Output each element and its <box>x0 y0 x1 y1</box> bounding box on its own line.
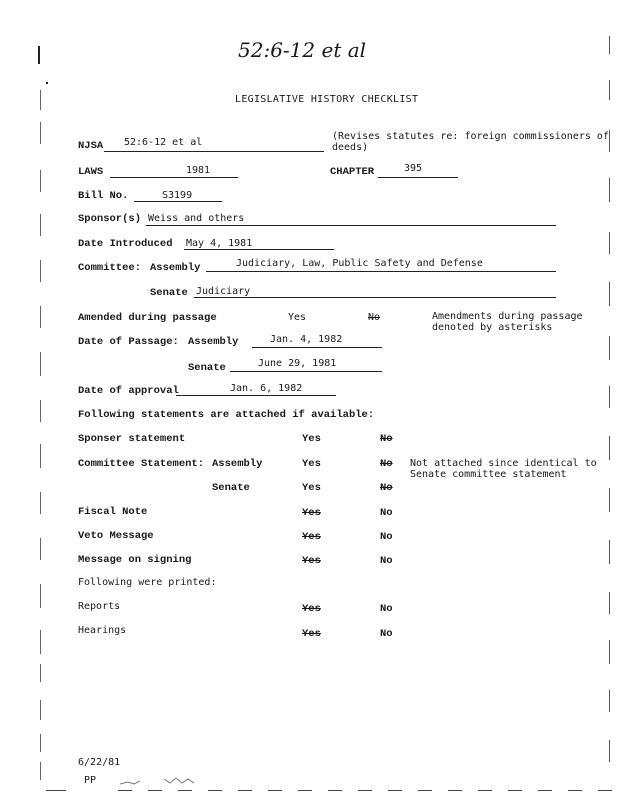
scan-edge-mark <box>40 538 41 560</box>
scan-edge-mark <box>609 540 610 564</box>
handwritten-title: 52:6-12 et al <box>238 38 367 62</box>
footer-dash <box>208 790 222 791</box>
sponsor-statement-no: No <box>380 433 393 445</box>
footer-dash <box>178 790 192 791</box>
sponsor-label: Sponsor(s) <box>78 213 142 225</box>
scan-edge-mark <box>40 444 41 468</box>
page-heading: LEGISLATIVE HISTORY CHECKLIST <box>235 94 419 105</box>
committee-statement-assembly-yes: Yes <box>302 458 321 470</box>
approval-label: Date of approval <box>78 385 179 397</box>
committee-assembly-underline <box>206 271 556 272</box>
scan-edge-mark <box>609 740 610 762</box>
reports-label: Reports <box>78 601 121 612</box>
scan-edge-mark <box>609 36 610 54</box>
scan-edge-mark <box>40 762 41 780</box>
scan-edge-mark <box>609 282 610 306</box>
committee-statement-label: Committee Statement: <box>78 458 205 470</box>
hearings-no: No <box>380 628 393 640</box>
scan-edge-mark <box>40 306 41 328</box>
scan-edge-mark <box>609 80 610 100</box>
fiscal-note-yes: Yes <box>302 507 321 519</box>
footer-dash <box>298 790 312 791</box>
scan-edge-mark <box>40 90 41 110</box>
njsa-value: 52:6-12 et al <box>124 137 203 148</box>
following-printed-heading: Following were printed: <box>78 577 217 588</box>
njsa-label: NJSA <box>78 140 104 152</box>
footer-dash <box>418 790 432 791</box>
committee-label: Committee: <box>78 262 142 274</box>
scan-edge-mark <box>609 488 610 512</box>
committee-statement-senate-label: Senate <box>212 482 250 494</box>
scan-edge-mark <box>40 492 41 514</box>
fiscal-note-no: No <box>380 507 393 519</box>
scan-edge-mark <box>46 82 48 84</box>
chapter-value: 395 <box>404 163 423 174</box>
following-attached-heading: Following statements are attached if available: <box>78 409 375 421</box>
committee-assembly-value: Judiciary, Law, Public Safety and Defense <box>236 258 483 269</box>
sponsor-statement-yes: Yes <box>302 433 321 445</box>
approval-underline <box>176 395 336 396</box>
committee-senate-underline <box>194 297 556 298</box>
njsa-underline <box>104 151 324 152</box>
date-introduced-label: Date Introduced <box>78 238 173 250</box>
passage-assembly-underline <box>252 347 382 348</box>
committee-assembly-label: Assembly <box>150 262 201 274</box>
date-introduced-value: May 4, 1981 <box>186 238 253 249</box>
scan-edge-mark <box>40 630 41 654</box>
footer-dash <box>508 790 522 791</box>
laws-value: 1981 <box>186 165 211 176</box>
njsa-note: (Revises statutes re: foreign commissioners of deeds) <box>332 131 609 153</box>
bill-underline <box>134 201 222 202</box>
reports-yes: Yes <box>302 603 321 615</box>
scan-edge-mark <box>609 690 610 712</box>
bill-value: S3199 <box>162 190 193 201</box>
footer-dash <box>448 790 462 791</box>
chapter-underline <box>378 177 458 178</box>
scan-edge-mark <box>40 260 41 282</box>
scan-edge-mark <box>40 214 41 236</box>
scribble-mark <box>118 772 198 784</box>
scan-edge-mark <box>40 352 41 376</box>
hearings-yes: Yes <box>302 628 321 640</box>
footer-dash <box>538 790 552 791</box>
footer-initials: PP <box>84 775 97 786</box>
message-signing-yes: Yes <box>302 555 321 567</box>
footer-dash <box>118 790 132 791</box>
veto-message-yes: Yes <box>302 531 321 543</box>
scan-edge-mark <box>609 386 610 408</box>
amended-yes: Yes <box>288 312 307 323</box>
amended-note: Amendments during passage denoted by asterisks <box>432 311 583 333</box>
scan-edge-mark <box>40 664 41 682</box>
scan-edge-mark <box>609 178 610 202</box>
scan-edge-mark <box>40 170 41 192</box>
hearings-label: Hearings <box>78 625 127 636</box>
passage-senate-underline <box>230 371 382 372</box>
scan-edge-mark <box>609 130 610 152</box>
footer-dash <box>328 790 342 791</box>
footer-dash <box>478 790 492 791</box>
approval-value: Jan. 6, 1982 <box>230 383 303 394</box>
laws-underline <box>110 177 238 178</box>
footer-dash <box>598 790 612 791</box>
passage-assembly-value: Jan. 4, 1982 <box>270 334 343 345</box>
committee-senate-value: Judiciary <box>196 286 251 297</box>
scan-edge-mark <box>40 700 41 720</box>
sponsor-value: Weiss and others <box>148 213 245 224</box>
message-signing-label: Message on signing <box>78 554 192 566</box>
footer-dash <box>358 790 372 791</box>
passage-senate-value: June 29, 1981 <box>258 358 337 369</box>
scan-edge-mark <box>609 232 610 254</box>
amended-no: No <box>368 312 381 323</box>
scan-edge-mark <box>40 122 41 144</box>
footer-date: 6/22/81 <box>78 757 121 768</box>
chapter-label: CHAPTER <box>330 166 375 178</box>
scan-edge-mark <box>609 436 610 460</box>
message-signing-no: No <box>380 555 393 567</box>
passage-assembly-label: Assembly <box>188 336 239 348</box>
fiscal-note-label: Fiscal Note <box>78 506 148 518</box>
scan-edge-mark <box>609 592 610 614</box>
amended-label: Amended during passage <box>78 312 217 324</box>
scan-edge-mark <box>609 640 610 664</box>
footer-dash <box>388 790 402 791</box>
scan-edge-mark <box>609 336 610 360</box>
committee-statement-senate-no: No <box>380 482 393 494</box>
date-introduced-underline <box>184 249 334 250</box>
footer-dash <box>148 790 162 791</box>
scan-edge-mark <box>40 734 41 752</box>
veto-message-label: Veto Message <box>78 530 154 542</box>
footer-dash <box>238 790 252 791</box>
committee-statement-assembly-label: Assembly <box>212 458 263 470</box>
scan-edge-mark <box>40 584 41 608</box>
sponsor-statement-label: Sponser statement <box>78 433 186 445</box>
scan-edge-mark <box>38 46 40 64</box>
sponsor-underline <box>146 225 556 226</box>
passage-label: Date of Passage: <box>78 336 179 348</box>
bill-label: Bill No. <box>78 190 129 202</box>
reports-no: No <box>380 603 393 615</box>
footer-dash <box>268 790 282 791</box>
committee-statement-senate-yes: Yes <box>302 482 321 494</box>
laws-label: LAWS <box>78 166 104 178</box>
footer-dash <box>568 790 582 791</box>
committee-senate-label: Senate <box>150 287 188 299</box>
scan-edge-mark <box>40 400 41 422</box>
passage-senate-label: Senate <box>188 362 226 374</box>
committee-statement-note: Not attached since identical to Senate committee statement <box>410 458 597 480</box>
footer-dash <box>46 790 66 791</box>
committee-statement-assembly-no: No <box>380 458 393 470</box>
veto-message-no: No <box>380 531 393 543</box>
